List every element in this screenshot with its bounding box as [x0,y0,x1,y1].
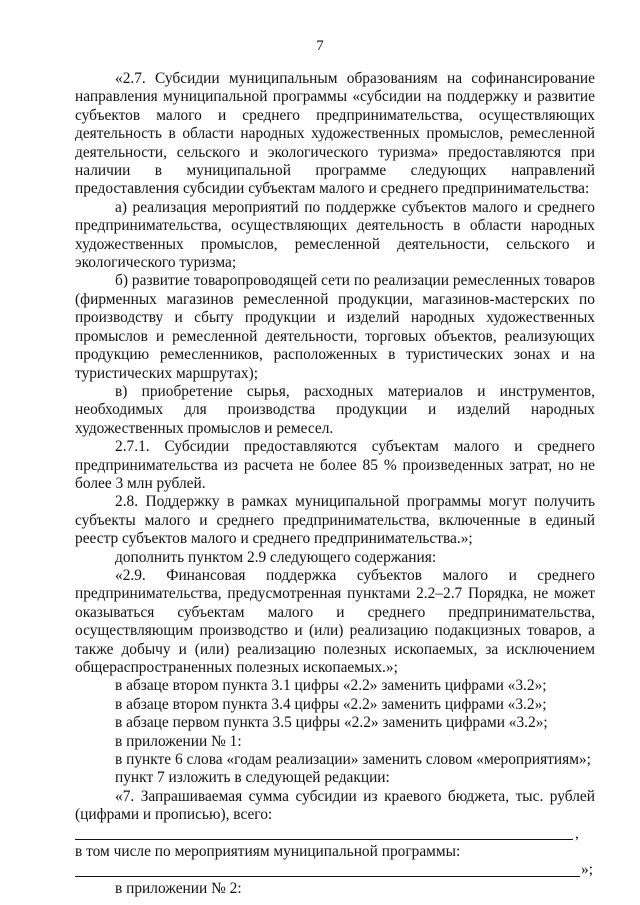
paragraph: в абзаце втором пункта 3.4 цифры «2.2» заменить цифрами «3.2»; [115,695,547,713]
paragraph: в абзаце втором пункта 3.1 цифры «2.2» заменить цифрами «3.2»; [115,677,547,695]
underline-rule [75,876,580,877]
paragraph: «2.9. Финансовая поддержка субъектов малого и среднего предпринимательства, предусмотренная пунктами 2.2–2.7 Порядка, не может оказываться субъектам малого и среднего предпринимательства, осуществляющим производство и (или) реализацию подакцизных товаров, а также добычу и (или) реализацию полезных ископаемых, за исключением общераспространенных полезных ископаемых.»; [75,566,595,676]
paragraph: «2.7. Субсидии муниципальным образованиям на софинансирование направления муниципальной программы «субсидии на поддержку и развитие субъектов малого и среднего предпринимательства, осуществляющих деятельность в области народных художественных промыслов, ремесленной деятельности, сельского и экологического туризма» предоставляются при наличии в муниципальной программе следующих направлений предоставления субсидии субъектам малого и среднего предпринимательства: [75,70,595,198]
paragraph: в приложении № 1: [115,732,242,750]
paragraph: 2.7.1. Субсидии предоставляются субъектам малого и среднего предпринимательства из расчета не более 85 % произведенных затрат, но не более 3 млн рублей. [75,438,595,492]
paragraph: дополнить пунктом 2.9 следующего содержания: [115,548,437,566]
underline-rule [75,839,573,840]
paragraph: «7. Запрашиваемая сумма субсидии из краевого бюджета, тыс. рублей (цифрами и прописью), всего: [75,787,595,824]
paragraph: 2.8. Поддержку в рамках муниципальной программы могут получить субъекты малого и среднего предпринимательства, включенные в единый реестр субъектов малого и среднего предпринимательства.»; [75,493,595,548]
line-tail: »; [581,861,593,879]
sub-line-text: в том числе по мероприятиям муниципальной программы: [75,843,461,861]
blank-fill-line-2 [75,861,595,879]
paragraph: б) развитие товаропроводящей сети по реализации ремесленных товаров (фирменных магазинов ремесленной продукции, магазинов-мастерских по производству и сбыту продукции и изделий народных художественных промыслов и ремесленной деятельности, торговых объектов, реализующих продукцию ремесленников, расположенных в туристических зонах и на туристических маршрутах); [75,272,595,382]
paragraph: в абзаце первом пункта 3.5 цифры «2.2» заменить цифрами «3.2»; [115,714,548,732]
blank-fill-line-1 [75,825,595,843]
paragraph: а) реализация мероприятий по поддержке субъектов малого и среднего предпринимательства, осуществляющих деятельность в области народных художественных промыслов, ремесленной деятельности, сельского и экологического туризма; [75,198,595,272]
paragraph: в приложении № 2: [115,879,242,897]
paragraph: пункт 7 изложить в следующей редакции: [115,769,390,787]
page-number: 7 [316,38,324,54]
paragraph: в) приобретение сырья, расходных материалов и инструментов, необходимых для производства продукции и изделий народных художественных промыслов и ремесел. [75,382,595,437]
document-body [75,70,595,898]
line-tail: , [575,824,579,842]
paragraph: в пункте 6 слова «годам реализации» заменить словом «мероприятиям»; [115,751,591,769]
sub-line [75,843,595,861]
